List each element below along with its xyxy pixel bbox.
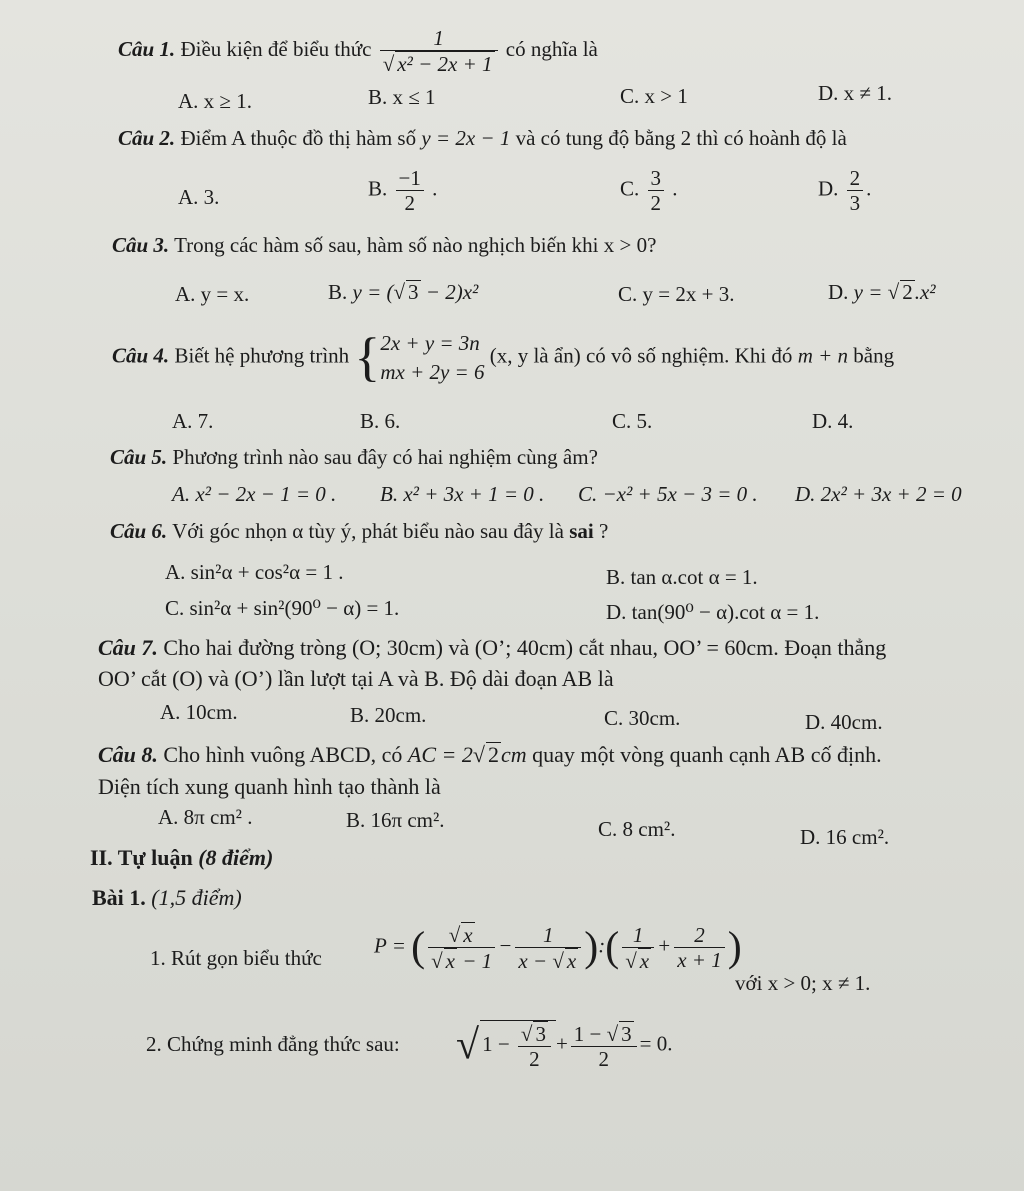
- q1-tail: có nghĩa là: [505, 36, 598, 61]
- question-8: Câu 8. Cho hình vuông ABCD, có AC = 2√ 2cm quay một vòng quanh cạnh AB cố định.: [98, 742, 882, 767]
- q6-option-b: B. tan α.cot α = 1.: [606, 565, 758, 589]
- q4-label: Câu 4.: [112, 343, 170, 368]
- q1-option-b: B. x ≤ 1: [368, 85, 436, 109]
- q8-option-b: B. 16π cm².: [346, 808, 445, 832]
- q2-option-a: A. 3.: [178, 185, 220, 209]
- q7-option-d: D. 40cm.: [805, 710, 883, 734]
- q8-option-c: C. 8 cm².: [598, 817, 676, 841]
- q7-label: Câu 7.: [98, 635, 158, 660]
- q1-option-a: A. x ≥ 1.: [178, 89, 252, 113]
- problem-2-label: 2. Chứng minh đẳng thức sau:: [146, 1032, 400, 1056]
- q5-option-d: D. 2x² + 3x + 2 = 0: [795, 482, 962, 506]
- question-7: Câu 7. Cho hai đường tròng (O; 30cm) và (O’; 40cm) cắt nhau, OO’ = 60cm. Đoạn thẳng: [98, 635, 887, 660]
- question-1: [118, 26, 598, 76]
- q1-expression: $\frac{1}{\text{√ x² − 2x + 1}}$: [380, 26, 498, 76]
- q1-option-c: C. x > 1: [620, 84, 688, 108]
- q7-option-c: C. 30cm.: [604, 706, 681, 730]
- q2-option-b: B. $\frac{-1}{2}$ .: [368, 166, 438, 216]
- q1-label: Câu 1.: [118, 36, 176, 61]
- q8-line-2: Diện tích xung quanh hình tạo thành là: [98, 774, 441, 799]
- q8-option-a: A. 8π cm² .: [158, 805, 253, 829]
- q8-option-d: D. 16 cm².: [800, 825, 890, 849]
- q5-label: Câu 5.: [110, 445, 168, 469]
- q7-line-2: OO’ cắt (O) và (O’) lần lượt tại A và B. Độ dài đoạn AB là: [98, 666, 614, 691]
- problem-2-expression: √ 1 − $\frac{√ 3}{2}$ + $\frac{1 - √ 3}{2}$ = 0.: [456, 1021, 673, 1072]
- q4-option-c: C. 5.: [612, 409, 653, 433]
- bai-1-heading: Bài 1. (1,5 điểm): [92, 885, 242, 910]
- q8-label: Câu 8.: [98, 742, 158, 767]
- q4-option-a: A. 7.: [172, 409, 214, 433]
- section-2-heading: II. Tự luận (8 điểm): [90, 845, 274, 870]
- q2-option-c: C. $\frac{3}{2}$ .: [620, 166, 678, 216]
- q7-option-b: B. 20cm.: [350, 703, 427, 727]
- q6-option-c: C. sin²α + sin²(90⁰ − α) = 1.: [165, 596, 400, 620]
- q4-system: 2x + y = 3n mx + 2y = 6: [380, 331, 485, 384]
- q6-label: Câu 6.: [110, 519, 168, 543]
- q3-option-c: C. y = 2x + 3.: [618, 282, 735, 306]
- q6-option-a: A. sin²α + cos²α = 1 .: [165, 560, 344, 584]
- q7-option-a: A. 10cm.: [160, 700, 238, 724]
- problem-1-expression: P = ( $\frac{√ x}{√ x - 1}$ − $\frac{1}{x - √ x}$ ):( $\frac{1}{√ x}$ + $\frac{2}{x + 1}$ ): [374, 922, 742, 974]
- q3-option-d: D. y = √ 2.x²: [828, 280, 936, 304]
- problem-1-condition: với x > 0; x ≠ 1.: [735, 971, 871, 995]
- q6-option-d: D. tan(90⁰ − α).cot α = 1.: [606, 600, 820, 624]
- question-3: Câu 3. Trong các hàm số sau, hàm số nào nghịch biến khi x > 0?: [112, 233, 657, 257]
- q4-option-d: D. 4.: [812, 409, 854, 433]
- q3-option-b: B. y = (√ 3 − 2)x²: [328, 280, 479, 304]
- q4-option-b: B. 6.: [360, 409, 401, 433]
- q1-text: Điều kiện để biểu thức: [180, 36, 372, 61]
- q2-function: y = 2x − 1: [421, 126, 511, 150]
- q3-label: Câu 3.: [112, 233, 170, 257]
- question-6: Câu 6. Với góc nhọn α tùy ý, phát biểu nào sau đây là sai ?: [110, 519, 609, 543]
- q3-option-a: A. y = x.: [175, 282, 250, 306]
- q1-option-d: D. x ≠ 1.: [818, 81, 892, 105]
- q5-option-a: A. x² − 2x − 1 = 0 .: [172, 482, 337, 506]
- question-4: Câu 4. Biết hệ phương trình {2x + y = 3n mx + 2y = 6 (x, y là ẩn) có vô số nghiệm. Khi đó m + n bằng: [112, 327, 895, 387]
- question-5: Câu 5. Phương trình nào sau đây có hai nghiệm cùng âm?: [110, 445, 598, 469]
- q2-label: Câu 2.: [118, 126, 176, 150]
- q2-option-d: D. $\frac{2}{3}$ .: [818, 166, 872, 216]
- problem-1-label: 1. Rút gọn biểu thức: [150, 946, 322, 970]
- q5-option-c: C. −x² + 5x − 3 = 0 .: [578, 482, 758, 506]
- question-2: Câu 2. Điểm A thuộc đồ thị hàm số y = 2x − 1 và có tung độ bằng 2 thì có hoành độ là: [118, 126, 847, 150]
- system-brace: {: [354, 327, 381, 387]
- q5-option-b: B. x² + 3x + 1 = 0 .: [380, 482, 545, 506]
- q6-emphasis: sai: [569, 519, 594, 543]
